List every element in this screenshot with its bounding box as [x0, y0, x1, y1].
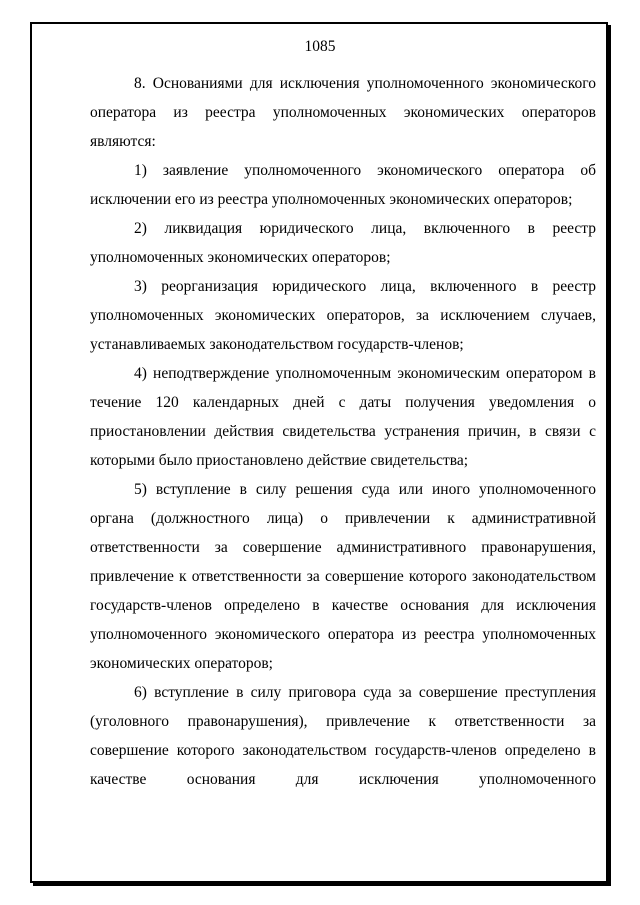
list-item-2: 2) ликвидация юридического лица, включенного в реестр уполномоченных экономических операторов;: [90, 220, 596, 266]
document-body: [90, 69, 596, 794]
list-item-5: 5) вступление в силу решения суда или иного уполномоченного органа (должностного лица) о привлечении к административной ответственности за совершение административного правонарушения, привлечение к ответственности за совершение которого законодательством государств-членов определено в качестве основания для исключения уполномоченного экономического оператора из реестра уполномоченных экономических операторов;: [90, 481, 596, 672]
list-item-1: 1) заявление уполномоченного экономического оператора об исключении его из реестра уполномоченных экономических операторов;: [90, 162, 596, 208]
list-item-6: 6) вступление в силу приговора суда за совершение преступления (уголовного правонарушения), привлечение к ответственности за совершение которого законодательством государств-членов определено в качестве основания для исключения уполномоченного: [90, 684, 596, 788]
list-item-4: 4) неподтверждение уполномоченным экономическим оператором в течение 120 календарных дней с даты получения уведомления о приостановлении действия свидетельства устранения причин, в связи с которыми было приостановлено действие свидетельства;: [90, 365, 596, 469]
list-item-3: 3) реорганизация юридического лица, включенного в реестр уполномоченных экономических операторов, за исключением случаев, устанавливаемых законодательством государств-членов;: [90, 278, 596, 353]
paragraph-8-intro: 8. Основаниями для исключения уполномоченного экономического оператора из реестра уполномоченных экономических операторов являются:: [90, 75, 596, 150]
page-number: 1085: [304, 38, 336, 55]
